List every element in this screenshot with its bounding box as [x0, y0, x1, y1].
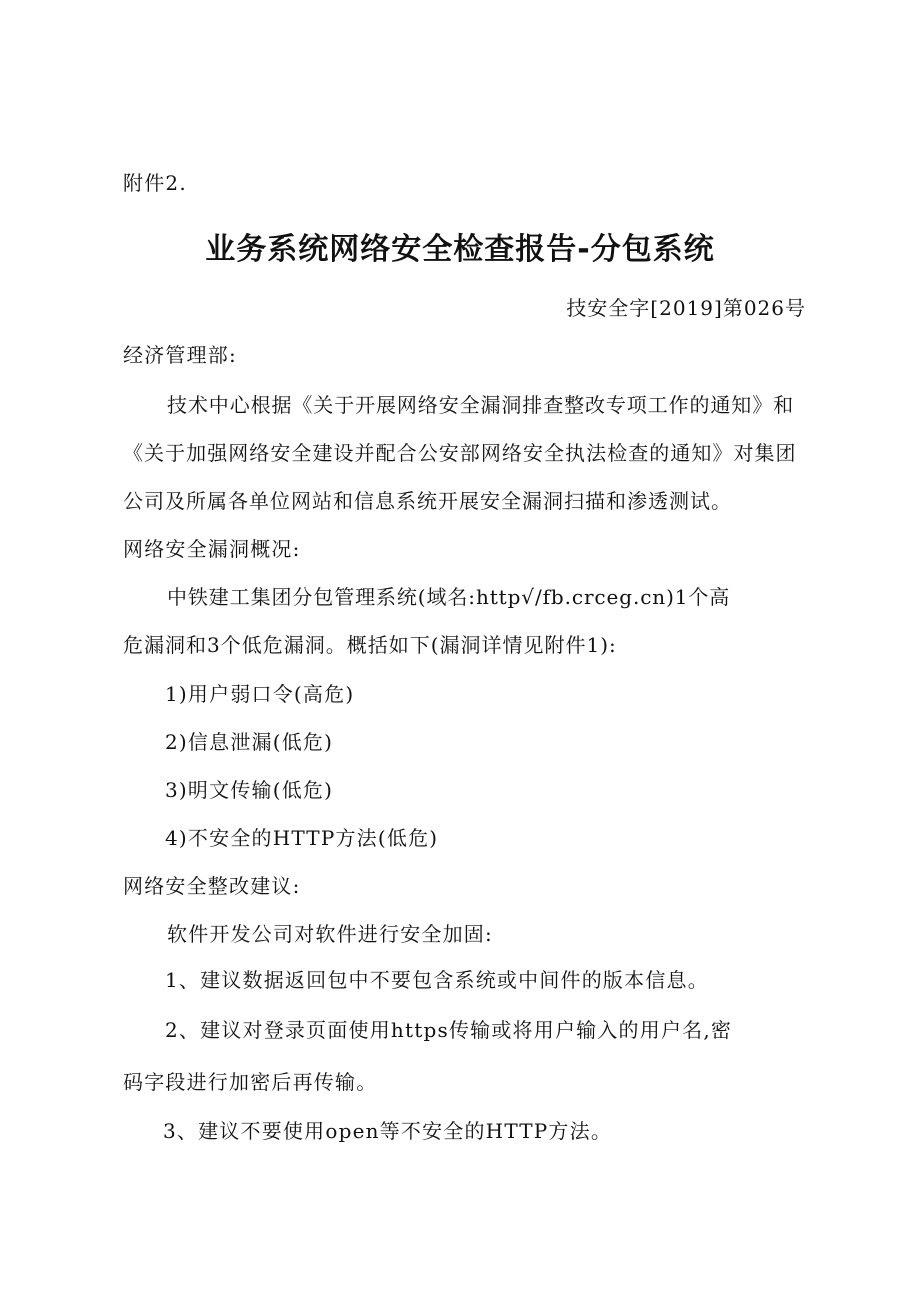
- vulnerability-item: 3)明文传输(低危): [165, 778, 334, 802]
- attachment-label: 附件2.: [123, 171, 187, 195]
- page-title: 业务系统网络安全检查报告-分包系统: [205, 232, 715, 267]
- vulnerability-item: 1)用户弱口令(高危): [165, 682, 355, 706]
- intro-line-2: 《关于加强网络安全建设并配合公安部网络安全执法检查的通知》对集团: [123, 441, 797, 465]
- overview-line-1: 中铁建工集团分包管理系统(域名:http√/fb.crceg.cn)1个高: [167, 585, 731, 609]
- suggestion-item-1: 1、建议数据返回包中不要包含系统或中间件的版本信息。: [165, 968, 709, 992]
- suggestion-item-3: 3、建议不要使用open等不安全的HTTP方法。: [163, 1119, 613, 1143]
- vulnerability-item: 4)不安全的HTTP方法(低危): [165, 826, 439, 850]
- intro-line-1: 技术中心根据《关于开展网络安全漏洞排查整改专项工作的通知》和: [167, 393, 794, 417]
- suggestion-item-2-continued: 码字段进行加密后再传输。: [123, 1070, 378, 1094]
- overview-line-2: 危漏洞和3个低危漏洞。概括如下(漏洞详情见附件1):: [123, 633, 617, 657]
- suggestion-item-2: 2、建议对登录页面使用https传输或将用户输入的用户名,密: [165, 1018, 733, 1042]
- recipient: 经济管理部:: [123, 343, 237, 367]
- overview-heading: 网络安全漏洞概况:: [123, 537, 301, 561]
- suggestion-heading: 网络安全整改建议:: [123, 874, 301, 898]
- document-number: 技安全字[2019]第026号: [566, 296, 806, 320]
- suggestion-intro: 软件开发公司对软件进行安全加固:: [167, 922, 493, 946]
- vulnerability-item: 2)信息泄漏(低危): [165, 730, 334, 754]
- intro-line-3: 公司及所属各单位网站和信息系统开展安全漏洞扫描和渗透测试。: [123, 489, 732, 513]
